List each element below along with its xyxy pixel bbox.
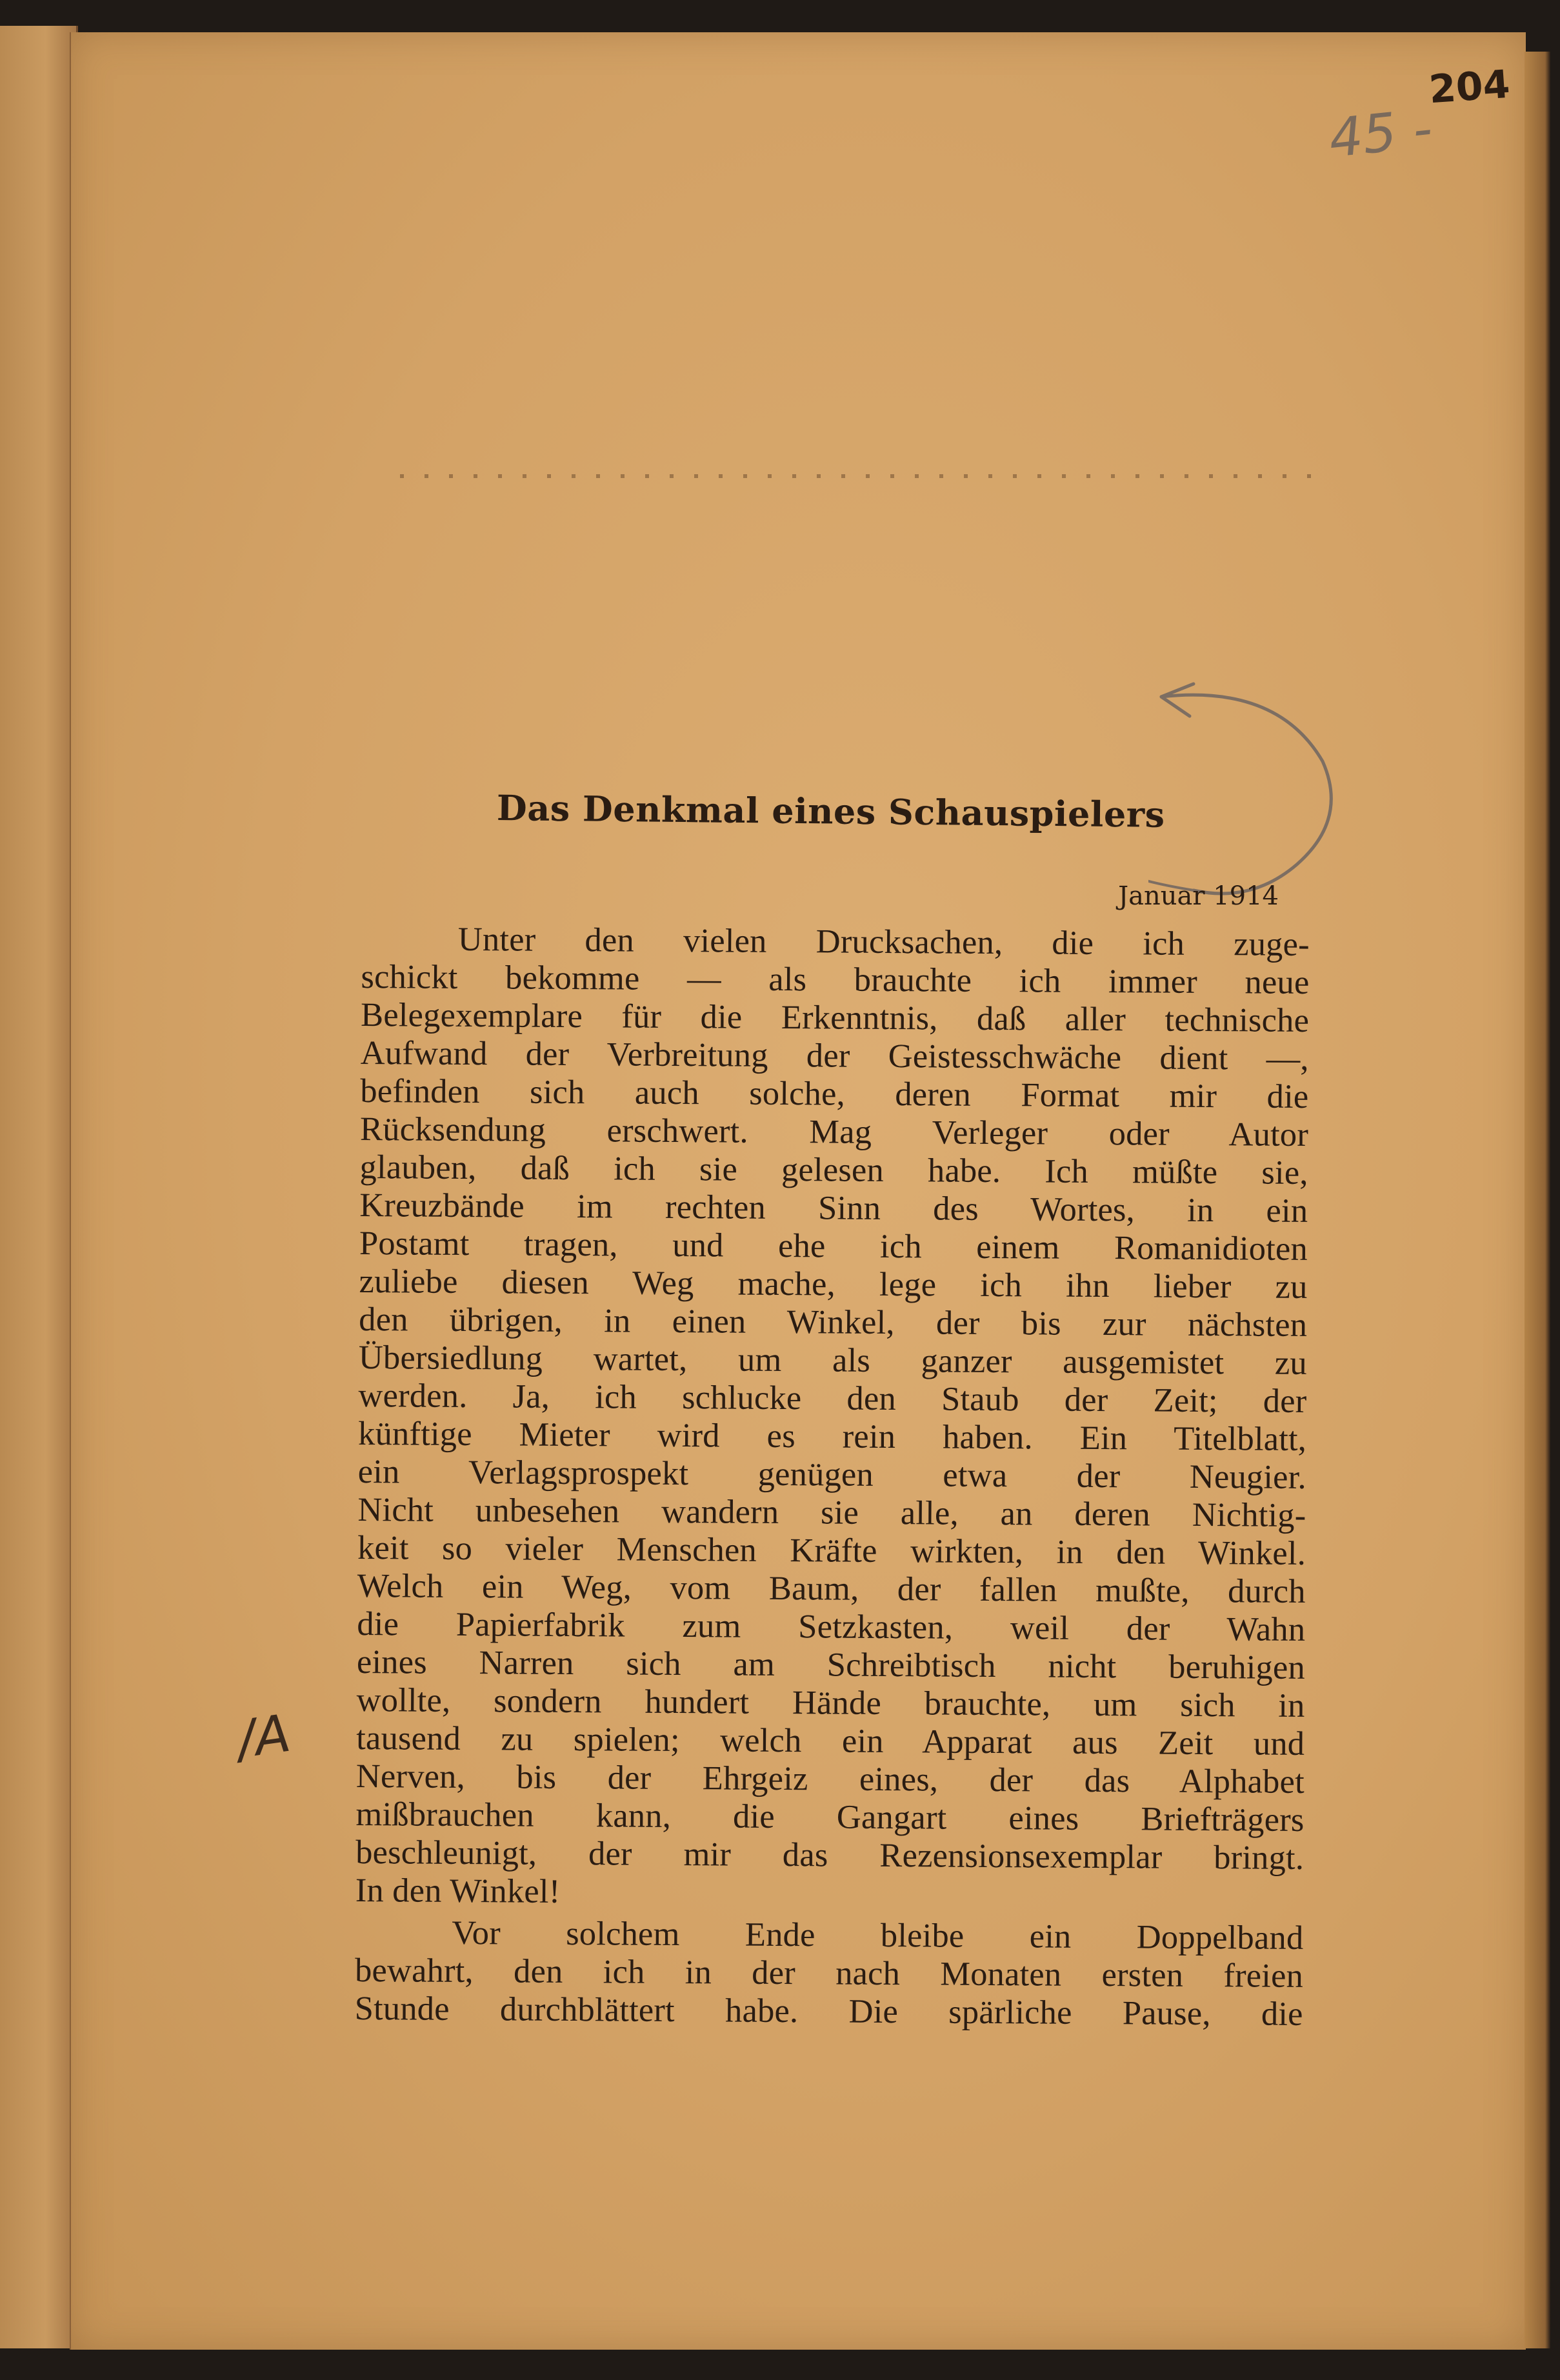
text-line: In den Winkel!: [355, 1871, 561, 1910]
pencil-page-number: 45 -: [1326, 97, 1435, 170]
text-line: werden. Ja, ich schlucke den Staub der Zeit; der: [358, 1376, 1307, 1420]
text-line: Nicht unbesehen wandern sie alle, an deren Nichtig-: [357, 1490, 1306, 1534]
text-line: den übrigen, in einen Winkel, der bis zur nächsten: [359, 1300, 1308, 1344]
paragraph: [355, 1914, 1304, 2034]
article-title: Das Denkmal eines Schauspielers: [496, 787, 1165, 835]
text-line: künftige Mieter wird es rein haben. Ein Titelblatt,: [357, 1414, 1307, 1458]
text-line: Nerven, bis der Ehrgeiz eines, der das Alphabet: [355, 1757, 1305, 1801]
text-line: Vor solchem Ende bleibe ein Doppelband: [452, 1914, 1304, 1957]
printing-speckles: [400, 474, 1316, 478]
text-line: Postamt tragen, und ehe ich einem Romanidioten: [359, 1224, 1308, 1268]
text-line: eines Narren sich am Schreibtisch nicht beruhigen: [356, 1643, 1306, 1686]
article-dateline: Januar 1914: [1118, 881, 1279, 911]
page-fore-edge: [1525, 52, 1550, 2348]
paragraph: [355, 920, 1310, 1915]
text-line: Belegexemplare für die Erkenntnis, daß aller technische: [360, 995, 1310, 1039]
text-line: schickt bekomme — als brauchte ich immer neue: [361, 957, 1310, 1001]
ink-page-number: 204: [1427, 61, 1512, 113]
text-line: tausend zu spielen; welch ein Apparat aus Zeit und: [356, 1719, 1305, 1763]
article: [354, 787, 1310, 2033]
text-line: Stunde durchblättert habe. Die spärliche Pause, die: [354, 1989, 1303, 2033]
text-line: Welch ein Weg, vom Baum, der fallen mußte, durch: [357, 1566, 1306, 1610]
text-line: Rücksendung erschwert. Mag Verleger oder Autor: [359, 1110, 1309, 1154]
text-line: ein Verlagsprospekt genügen etwa der Neugier.: [357, 1452, 1306, 1496]
text-line: Unter den vielen Drucksachen, die ich zuge-: [457, 920, 1310, 963]
text-line: mißbrauchen kann, die Gangart eines Briefträgers: [355, 1795, 1305, 1839]
text-line: die Papierfabrik zum Setzkasten, weil der Wahn: [357, 1605, 1306, 1648]
text-line: wollte, sondern hundert Hände brauchte, um sich in: [356, 1681, 1305, 1725]
article-body: [355, 920, 1310, 2034]
text-line: Aufwand der Verbreitung der Geistesschwäche dient —,: [360, 1034, 1309, 1077]
text-line: zuliebe diesen Weg mache, lege ich ihn lieber zu: [359, 1262, 1308, 1306]
text-line: glauben, daß ich sie gelesen habe. Ich müßte sie,: [359, 1148, 1308, 1192]
text-line: bewahrt, den ich in der nach Monaten ersten freien: [354, 1951, 1304, 1995]
text-line: keit so vieler Menschen Kräfte wirkten, in den Winkel.: [357, 1528, 1306, 1572]
text-line: Übersiedlung wartet, um als ganzer ausgemistet zu: [358, 1338, 1308, 1382]
text-line: Kreuzbände im rechten Sinn des Wortes, in ein: [359, 1186, 1308, 1230]
previous-page-edge: [0, 26, 78, 2348]
text-line: befinden sich auch solche, deren Format mir die: [360, 1072, 1309, 1115]
margin-mark: /A: [233, 1703, 294, 1770]
text-line: beschleunigt, der mir das Rezensionsexemplar bringt.: [355, 1833, 1305, 1877]
